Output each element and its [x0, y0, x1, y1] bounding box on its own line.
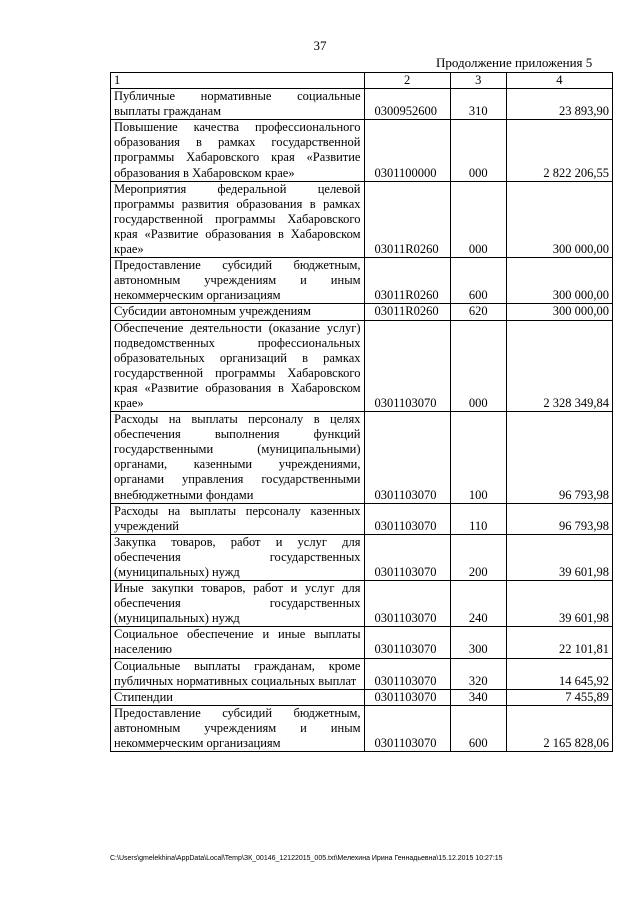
- row-name-cell: Субсидии автономным учреждениям: [111, 304, 365, 320]
- row-code-cell: 0301103070: [364, 627, 450, 658]
- row-name-cell: Предоставление субсидий бюджетным, автономным учреждениям и иным некоммерческим организациям: [111, 258, 365, 304]
- table-row: [111, 181, 613, 257]
- row-type-cell: 000: [450, 120, 506, 181]
- row-sum-cell: 96 793,98: [506, 412, 612, 504]
- row-sum-cell: 2 165 828,06: [506, 705, 612, 751]
- row-type-cell: 100: [450, 412, 506, 504]
- column-header-3: 3: [450, 73, 506, 89]
- table-row: [111, 534, 613, 580]
- row-sum-cell: 39 601,98: [506, 534, 612, 580]
- row-name-cell: Закупка товаров, работ и услуг для обеспечения государственных (муниципальных) нужд: [111, 534, 365, 580]
- row-type-cell: 110: [450, 503, 506, 534]
- table-row: [111, 689, 613, 705]
- row-name-cell: Иные закупки товаров, работ и услуг для обеспечения государственных (муниципальных) нужд: [111, 581, 365, 627]
- table-row: [111, 412, 613, 504]
- table-row: [111, 658, 613, 689]
- row-code-cell: 03011R0260: [364, 304, 450, 320]
- row-type-cell: 320: [450, 658, 506, 689]
- table-header-row: [111, 73, 613, 89]
- row-code-cell: 0301103070: [364, 581, 450, 627]
- row-name-cell: Расходы на выплаты персоналу казенных учреждений: [111, 503, 365, 534]
- table-row: [111, 320, 613, 412]
- table-row: [111, 581, 613, 627]
- row-sum-cell: 300 000,00: [506, 304, 612, 320]
- row-sum-cell: 96 793,98: [506, 503, 612, 534]
- row-sum-cell: 23 893,90: [506, 89, 612, 120]
- row-type-cell: 300: [450, 627, 506, 658]
- table-row: [111, 304, 613, 320]
- row-code-cell: 0301103070: [364, 503, 450, 534]
- column-header-4: 4: [506, 73, 612, 89]
- row-sum-cell: 300 000,00: [506, 258, 612, 304]
- row-sum-cell: 14 645,92: [506, 658, 612, 689]
- footer-file-path: C:\Users\gmelekhina\AppData\Local\Temp\ЗК_00146_12122015_005.txt\Мелехина Ирина Геннадьевна\15.12.2015 10:27:15: [110, 855, 503, 862]
- row-sum-cell: 2 822 206,55: [506, 120, 612, 181]
- row-type-cell: 600: [450, 258, 506, 304]
- row-name-cell: Социальные выплаты гражданам, кроме публичных нормативных социальных выплат: [111, 658, 365, 689]
- row-code-cell: 0301103070: [364, 534, 450, 580]
- column-header-1: 1: [111, 73, 365, 89]
- row-sum-cell: 300 000,00: [506, 181, 612, 257]
- row-type-cell: 600: [450, 705, 506, 751]
- table-row: [111, 120, 613, 181]
- row-sum-cell: 22 101,81: [506, 627, 612, 658]
- page-number: 37: [313, 38, 327, 53]
- row-type-cell: 310: [450, 89, 506, 120]
- row-type-cell: 620: [450, 304, 506, 320]
- row-name-cell: Обеспечение деятельности (оказание услуг) подведомственных профессиональных образовательных организаций в рамках государственной программы Хабаровского края «Развитие образования в Хабаровском крае»: [111, 320, 365, 412]
- row-name-cell: Повышение качества профессионального образования в рамках государственной программы Хабаровского края «Развитие образования в Хабаровском крае»: [111, 120, 365, 181]
- row-code-cell: 03011R0260: [364, 181, 450, 257]
- row-code-cell: 0301103070: [364, 689, 450, 705]
- row-sum-cell: 2 328 349,84: [506, 320, 612, 412]
- row-type-cell: 000: [450, 320, 506, 412]
- row-code-cell: 0301103070: [364, 658, 450, 689]
- row-code-cell: 0300952600: [364, 89, 450, 120]
- row-type-cell: 240: [450, 581, 506, 627]
- row-code-cell: 0301103070: [364, 412, 450, 504]
- row-code-cell: 0301100000: [364, 120, 450, 181]
- row-sum-cell: 39 601,98: [506, 581, 612, 627]
- row-name-cell: Предоставление субсидий бюджетным, автономным учреждениям и иным некоммерческим организациям: [111, 705, 365, 751]
- table-row: [111, 705, 613, 751]
- table-row: [111, 627, 613, 658]
- row-name-cell: Мероприятия федеральной целевой программы развития образования в рамках государственной программы Хабаровского края «Развитие образования в Хабаровском крае»: [111, 181, 365, 257]
- row-type-cell: 340: [450, 689, 506, 705]
- row-type-cell: 200: [450, 534, 506, 580]
- row-code-cell: 0301103070: [364, 705, 450, 751]
- row-code-cell: 0301103070: [364, 320, 450, 412]
- appendix-continuation-note: Продолжение приложения 5: [436, 55, 593, 70]
- table-row: [111, 503, 613, 534]
- column-header-2: 2: [364, 73, 450, 89]
- row-name-cell: Публичные нормативные социальные выплаты гражданам: [111, 89, 365, 120]
- row-type-cell: 000: [450, 181, 506, 257]
- row-code-cell: 03011R0260: [364, 258, 450, 304]
- table-row: [111, 89, 613, 120]
- row-name-cell: Социальное обеспечение и иные выплаты населению: [111, 627, 365, 658]
- row-sum-cell: 7 455,89: [506, 689, 612, 705]
- table-row: [111, 258, 613, 304]
- budget-table: [110, 72, 613, 752]
- row-name-cell: Стипендии: [111, 689, 365, 705]
- row-name-cell: Расходы на выплаты персоналу в целях обеспечения выполнения функций государственными (муниципальными) органами, казенными учреждениями, органами управления государственными внебюджетными фондами: [111, 412, 365, 504]
